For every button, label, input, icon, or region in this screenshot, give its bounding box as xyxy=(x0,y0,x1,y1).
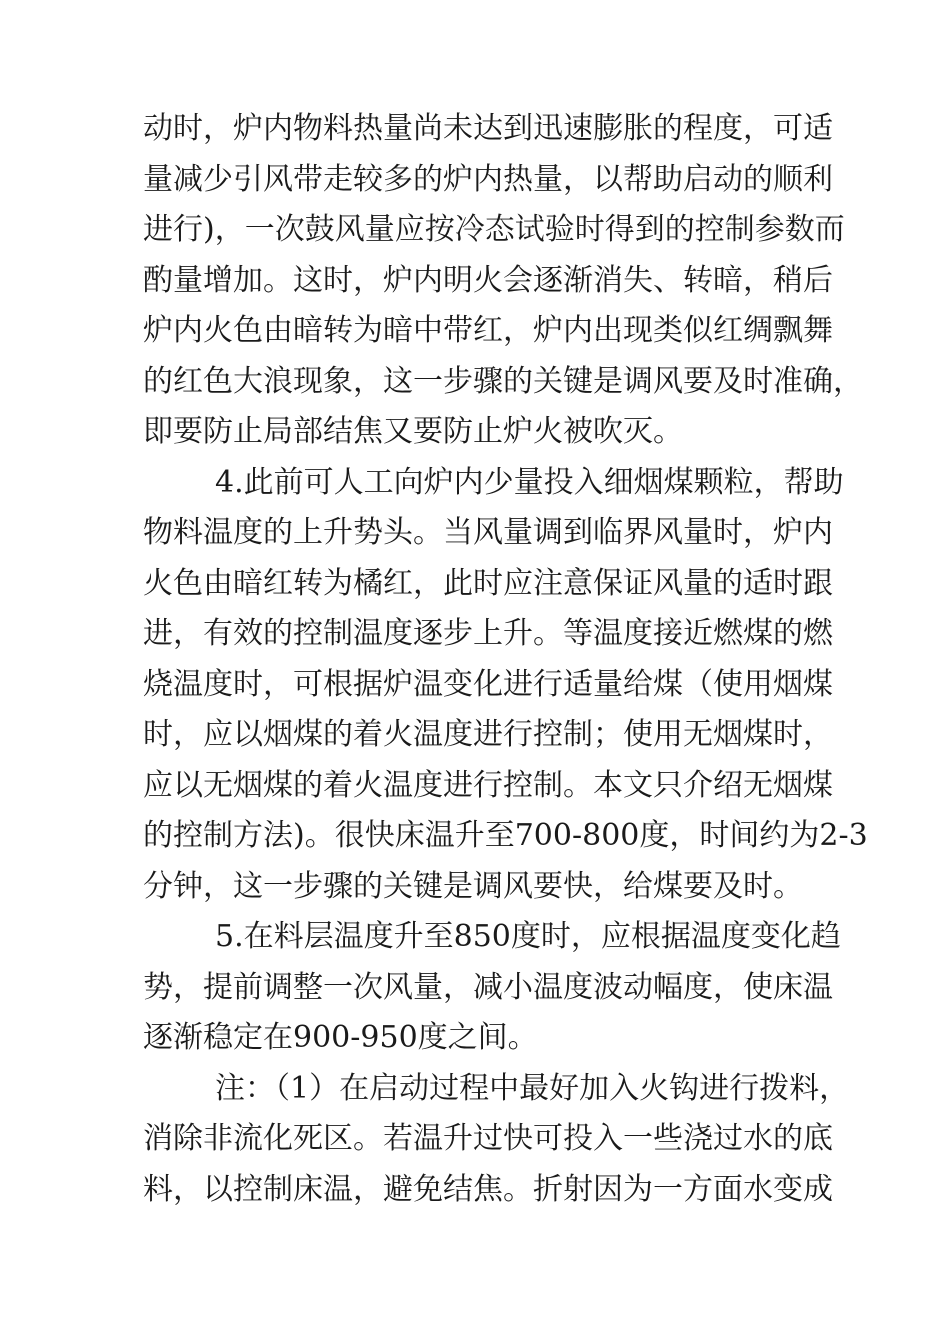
text-line: 料，以控制床温，避免结焦。折射因为一方面水变成 xyxy=(143,1171,833,1207)
text-line: 火色由暗红转为橘红，此时应注意保证风量的适时跟 xyxy=(143,565,833,601)
body-text xyxy=(143,104,868,1215)
text-line: 酌量增加。这时，炉内明火会逐渐消失、转暗，稍后 xyxy=(143,262,833,298)
text-line: 炉内火色由暗转为暗中带红，炉内出现类似红绸飘舞 xyxy=(143,313,833,348)
text-line: 烧温度时，可根据炉温变化进行适量给煤（使用烟煤 xyxy=(143,666,833,702)
text-line: 进，有效的控制温度逐步上升。等温度接近燃煤的燃 xyxy=(143,616,833,651)
text-line: 逐渐稳定在900-950度之间。 xyxy=(143,1020,538,1055)
text-line: 势，提前调整一次风量，减小温度波动幅度，使床温 xyxy=(143,969,833,1005)
paragraph-start-line: 4.此前可人工向炉内少量投入细烟煤颗粒，帮助 xyxy=(215,464,844,500)
text-line: 时，应以烟煤的着火温度进行控制；使用无烟煤时， xyxy=(143,717,833,752)
text-line: 量减少引风带走较多的炉内热量，以帮助启动的顺利 xyxy=(143,161,833,197)
text-line: 进行)，一次鼓风量应按冷态试验时得到的控制参数而 xyxy=(143,212,845,247)
text-line: 的控制方法)。很快床温升至700-800度，时间约为2-3 xyxy=(143,818,868,853)
text-line: 物料温度的上升势头。当风量调到临界风量时，炉内 xyxy=(143,515,833,550)
text-line: 应以无烟煤的着火温度进行控制。本文只介绍无烟煤 xyxy=(143,767,833,803)
text-line: 即要防止局部结焦又要防止炉火被吹灭。 xyxy=(143,414,683,449)
paragraph-start-line: 5.在料层温度升至850度时，应根据温度变化趋 xyxy=(215,919,841,954)
text-line: 动时，炉内物料热量尚未达到迅速膨胀的程度，可适 xyxy=(143,111,833,146)
text-line: 的红色大浪现象，这一步骤的关键是调风要及时准确， xyxy=(143,363,863,399)
text-line: 消除非流化死区。若温升过快可投入一些浇过水的底 xyxy=(143,1121,833,1156)
text-line: 分钟，这一步骤的关键是调风要快，给煤要及时。 xyxy=(143,868,803,904)
paragraph-start-line: 注：（1）在启动过程中最好加入火钩进行拨料， xyxy=(215,1070,850,1106)
